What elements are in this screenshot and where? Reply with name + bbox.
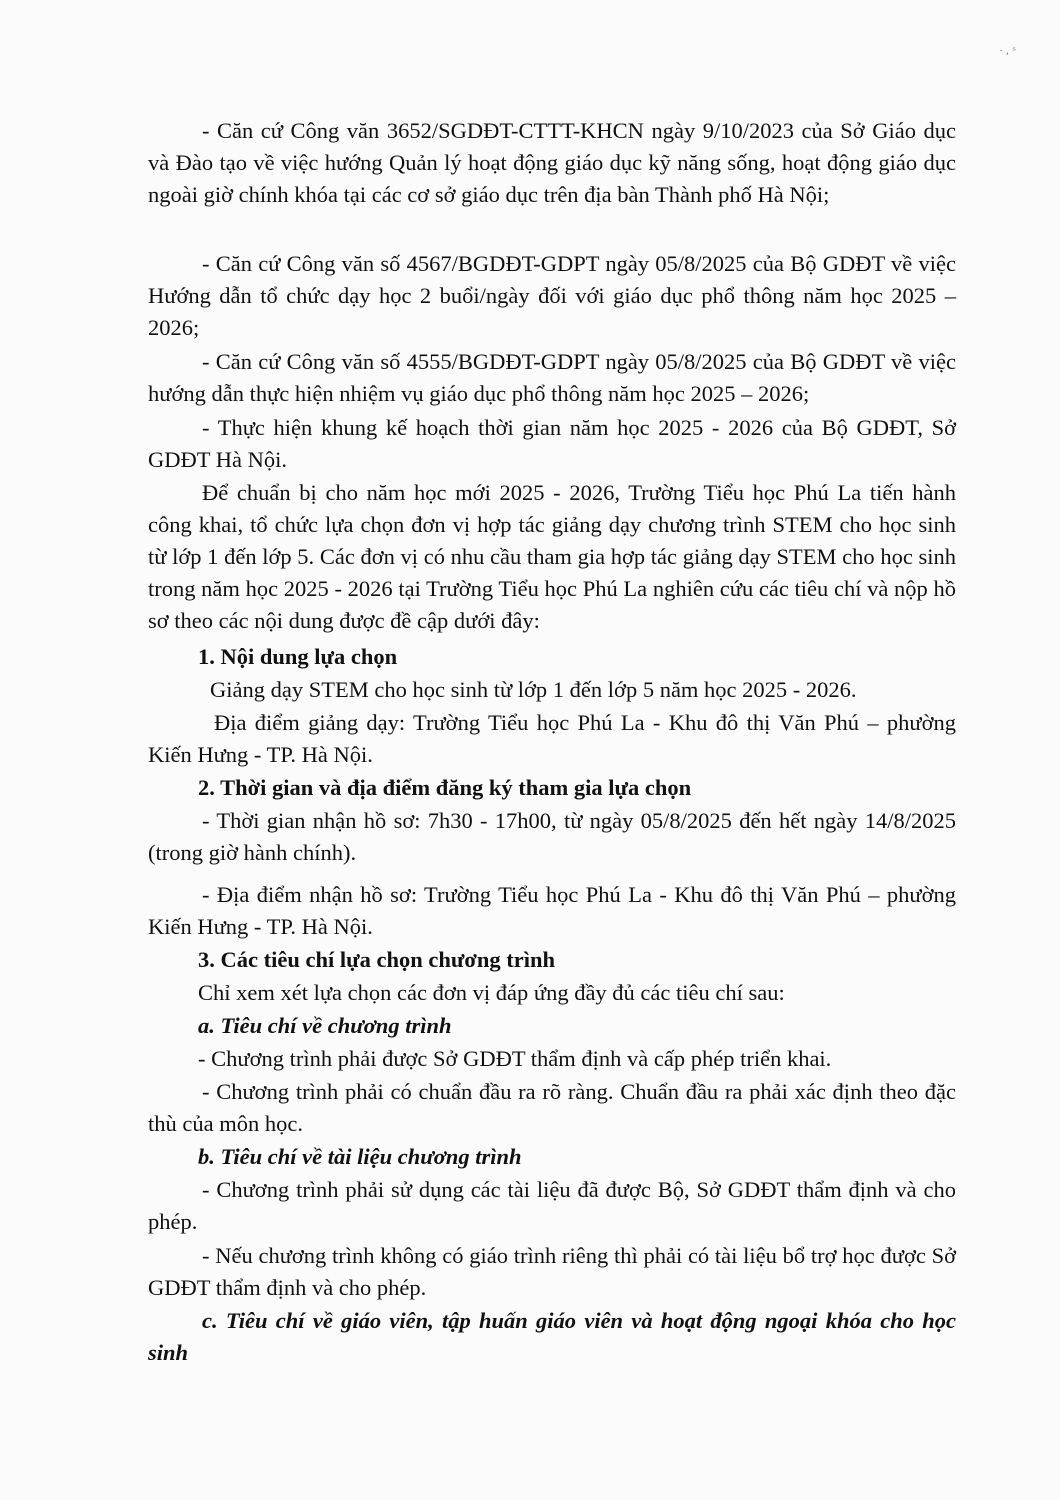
paragraph-legal-basis-3: - Căn cứ Công văn số 4555/BGDĐT-GDPT ngày 05/8/2025 của Bộ GDĐT về việc hướng dẫn thực hiện nhiệm vụ giáo dục phổ thông năm học 2025 – 2026;: [148, 349, 956, 406]
paragraph-program-outcomes: - Chương trình phải có chuẩn đầu ra rõ ràng. Chuẩn đầu ra phải xác định theo đặc thù của môn học.: [148, 1079, 956, 1136]
subsection-heading-a: a. Tiêu chí về chương trình: [198, 1013, 452, 1038]
paragraph-criteria-intro: Chỉ xem xét lựa chọn các đơn vị đáp ứng đầy đủ các tiêu chí sau:: [198, 980, 785, 1005]
paragraph-legal-basis-2: - Căn cứ Công văn số 4567/BGDĐT-GDPT ngày 05/8/2025 của Bộ GDĐT về việc Hướng dẫn tổ chức dạy học 2 buổi/ngày đối với giáo dục phổ thông năm học 2025 – 2026;: [148, 251, 956, 340]
paragraph-content-scope: Giảng dạy STEM cho học sinh từ lớp 1 đến lớp 5 năm học 2025 - 2026.: [210, 677, 857, 702]
section-heading-2: 2. Thời gian và địa điểm đăng ký tham gia lựa chọn: [198, 775, 692, 800]
paragraph-supplementary-materials: - Nếu chương trình không có giáo trình riêng thì phải có tài liệu bổ trợ học được Sở GDĐT thẩm định và cho phép.: [148, 1243, 956, 1300]
paragraph-submission-location: - Địa điểm nhận hồ sơ: Trường Tiểu học Phú La - Khu đô thị Văn Phú – phường Kiến Hưng - TP. Hà Nội.: [148, 882, 956, 939]
paragraph-teaching-location: Địa điểm giảng dạy: Trường Tiểu học Phú La - Khu đô thị Văn Phú – phường Kiến Hưng - TP. Hà Nội.: [148, 710, 956, 767]
subsection-heading-c: c. Tiêu chí về giáo viên, tập huấn giáo viên và hoạt động ngoại khóa cho học sinh: [148, 1308, 956, 1365]
paragraph-materials-approval: - Chương trình phải sử dụng các tài liệu đã được Bộ, Sở GDĐT thẩm định và cho phép.: [148, 1177, 956, 1234]
paragraph-submission-time: - Thời gian nhận hồ sơ: 7h30 - 17h00, từ ngày 05/8/2025 đến hết ngày 14/8/2025 (trong giờ hành chính).: [148, 808, 956, 865]
paragraph-program-approval: - Chương trình phải được Sở GDĐT thẩm định và cấp phép triển khai.: [198, 1046, 832, 1071]
subsection-heading-b: b. Tiêu chí về tài liệu chương trình: [198, 1144, 522, 1169]
scan-corner-mark: · , ˢ: [999, 46, 1016, 57]
paragraph-legal-basis-1: - Căn cứ Công văn 3652/SGDĐT-CTTT-KHCN ngày 9/10/2023 của Sở Giáo dục và Đào tạo về việc hướng Quản lý hoạt động giáo dục kỹ năng sống, hoạt động giáo dục ngoài giờ chính khóa tại các cơ sở giáo dục trên địa bàn Thành phố Hà Nội;: [148, 118, 956, 207]
section-heading-1: 1. Nội dung lựa chọn: [198, 644, 398, 669]
section-heading-3: 3. Các tiêu chí lựa chọn chương trình: [198, 947, 555, 972]
paragraph-introduction: Để chuẩn bị cho năm học mới 2025 - 2026, Trường Tiểu học Phú La tiến hành công khai, tổ chức lựa chọn đơn vị hợp tác giảng dạy chương trình STEM cho học sinh từ lớp 1 đến lớp 5. Các đơn vị có nhu cầu tham gia hợp tác giảng dạy STEM cho học sinh trong năm học 2025 - 2026 tại Trường Tiểu học Phú La nghiên cứu các tiêu chí và nộp hồ sơ theo các nội dung được đề cập dưới đây:: [148, 480, 956, 633]
paragraph-legal-basis-4: - Thực hiện khung kế hoạch thời gian năm học 2025 - 2026 của Bộ GDĐT, Sở GDĐT Hà Nội.: [148, 415, 956, 472]
